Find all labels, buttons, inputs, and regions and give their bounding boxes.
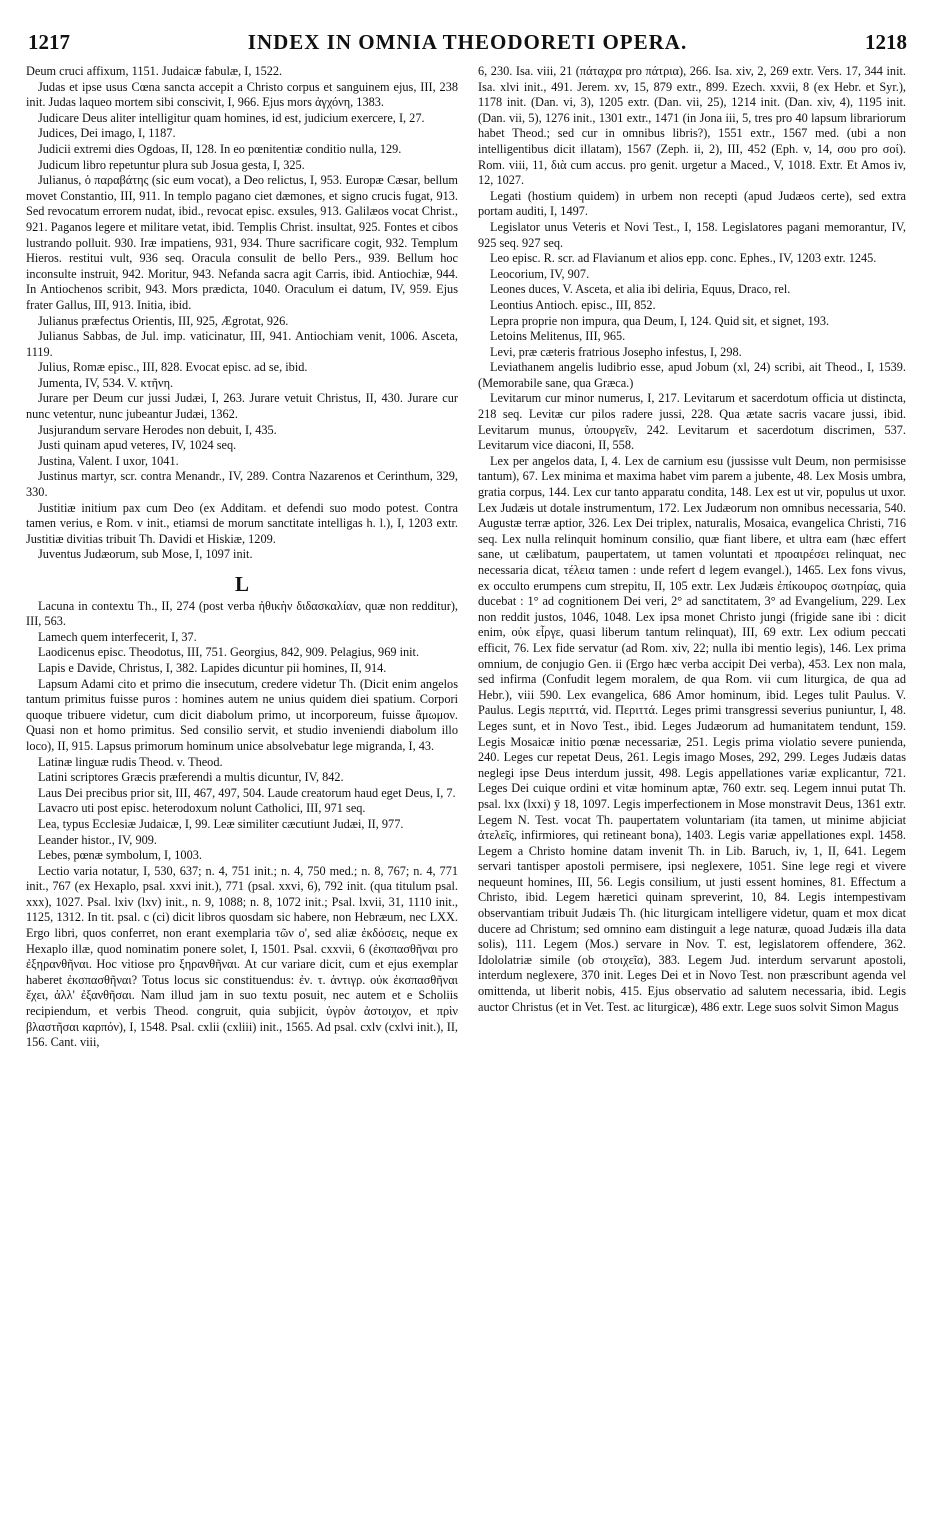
index-entry: Leo episc. R. scr. ad Flavianum et alios epp. conc. Ephes., IV, 1203 extr. 1245. bbox=[490, 251, 877, 266]
index-entry: 6, 230. Isa. viii, 21 (πάταχρα pro πάτρια), 266. Isa. xiv, 2, 269 extr. Vers. 17, 344 init. Isa. xlvi init., 491. Jerem. xv, 15, 879 extr., 899. Ezech. xxvii, 8 (ex Hebr. et Syr.), 1178 init. (Dan. vi, 3), 1205 extr. (Dan. vii, 25), 1214 init. (Dan. xiv, 4), 1195 init. (Dan. vii, 5), 1276 init., 1301 extr., 1471 (in Jona iii, 5, tres pro 40 lapsum librariorum habet Theod.; sed cur in omnibus libris?), 1551 extr., 1567 med. (ubi a non intelligentibus dicit illatam), 1567 (Zeph. ii, 2), III, 452 (Eph. v, 14, σου pro σοί). Rom. viii, 11, διὰ cum accus. pro genit. urgetur a Maced., V, 1018. Extr. Et Amos iv, 12, 1027. bbox=[478, 64, 906, 188]
left-column bbox=[26, 64, 458, 1524]
index-entry: Lavacro uti post episc. heterodoxum nolunt Catholici, III, 971 seq. bbox=[38, 801, 366, 816]
index-entry: Jurare per Deum cur jussi Judæi, I, 263. Jurare vetuit Christus, II, 430. Jurare cur nunc vetentur, nunc jubeantur Judæi, 1362. bbox=[26, 391, 458, 422]
index-entry: Jusjurandum servare Herodes non debuit, I, 435. bbox=[38, 422, 277, 437]
index-entry: Judicare Deus aliter intelligitur quam homines, id est, judicium exercere, I, 27. bbox=[38, 110, 425, 125]
index-entry: Lectio varia notatur, I, 530, 637; n. 4, 751 init.; n. 4, 750 med.; n. 8, 767; n. 4, 771 init., 767 (ex Hexaplo, psal. xxvi init.), 771 (psal. xxvi, 6), 792 init. (qua titulum psal. xxx), 1027. Psal. lxiv (lxv) init., n. 9, 1088; n. 8, 1072 init.; Psal. lxvii, 31, 1110 init., 1125, 1312. In tit. psal. c (ci) dicit libros quosdam sic habere, non Hebræum, nec LXX. Ergo libri, quos conferret, non erant exemplaria τῶν ο', sed aliæ ἐκδόσεις, neque ex Hexaplo illæ, quod nominatim ponere solet, I, 1501. Psal. cxxvii, 6 (ἐκσπασθῆναι pro ἐξηρανθῆναι. Hoc vitiose pro ξηρανθῆναι. At cur variare dicit, cum et ejus exemplar haberet ἐκσπασθῆναι? Totus locus sic constituendus: ἐν. τ. ἀντιγρ. οὐκ ἐκσπασθῆναι ἔχει, ἀλλ' ἐξανθῆσαι. Nam illud jam in suo textu posuit, nec autem et e Scholiis recipiendum, et verbis Theod. congruit, quia subjicit, ὑγρὸν ἀστοιχον, et πρὶν βλαστῆσαι καρπόν), I, 1548. Psal. cxlii (cxliii) init., 1565. Ad psal. cxlv (cxlvi init.), II, 156. Cant. viii, bbox=[26, 863, 458, 1050]
left-page-number: 1217 bbox=[28, 30, 70, 54]
index-entry: Justi quinam apud veteres, IV, 1024 seq. bbox=[38, 438, 237, 453]
index-entry: Lamech quem interfecerit, I, 37. bbox=[38, 629, 197, 644]
index-entry: Julianus, ὁ παραβάτης (sic eum vocat), a Deo relictus, I, 953. Europæ Cæsar, bellum movet Constantio, III, 911. In templo pagano ciet dæmones, et signo crucis fugat, 913. Sed revocatum errorem nudat, ibid., revocat episc. exsules, 913. Galilæos vocat Christ., 921. Paganos legere et militare vetat, ibid. Templis Christ. insultat, 925. Fontes et cibos lustrando polluit. 930. Iræ impatiens, 931, 934. Thure sacrificare cogit, 932. Templum Hieros. restitui vult, 936 seq. Oracula consulit de bello Pers., 939. Bellum hoc inconsulte instruit, 942. Moritur, 943. Nefanda sacra agit Carris, ibid. Antiochiæ, 944. In Antiochenos scribit, 943. Mors prædicta, 1040. Oraculum ei datum, IV, 959. Ejus frater Gallus, III, 913. Initia, ibid. bbox=[26, 173, 458, 312]
right-page-number: 1218 bbox=[865, 30, 907, 54]
index-entry: Lea, typus Ecclesiæ Judaicæ, I, 99. Leæ similiter cæcutiunt Judæi, II, 977. bbox=[38, 816, 404, 831]
index-entry: Laus Dei precibus prior sit, III, 467, 497, 504. Laude creatorum haud eget Deus, I, 7. bbox=[38, 785, 456, 800]
index-entry: Lex per angelos data, I, 4. Lex de carnium esu (jussisse vult Deum, non permisisse tantum), 67. Lex minima et maxima habet vim parem a jubente, 48. Lex Mosis umbra, gratia corpus, 144. Lex cur tanto apparatu condita, 148. Lex est ut vir, populus ut uxor. Lex Judæis ut dotale instrumentum, 172. Lex Judæorum non omnibus necessaria, 540. Augustæ terræ aptior, 326. Lex Dei triplex, naturalis, Mosaica, evangelica Christi, 716 seq. Lex nulla relinquit hominum consilio, quæ fiant libere, et ultra eam (hæc effert sane, ut cælibatum, paupertatem, ut tamen voluntati et προαιρέσει relinquat, nec necessaria dicat, τέλεια tamen : unde refert d legem evangel.), 1465. Lex fons vivus, ex occulto erumpens cum strepitu, II, 105 extr. Lex Judæis ἐπίκουρος σωτηρίας, quia ducebat : 1° ad cognitionem Dei veri, 2° ad sanctitatem, 3° ad Evangelium, 229. Lex non reddit justos, 1046, 1048. Lex ipsa monet Christo jungi (frigide sane ibi : dicit enim, οὐκ εἶργε, quasi liberum tantum relinquat), III, 69 extr. Lex odium peccati efficit, 76. Lex fide servatur (ad Rom. xiv, 22; nulla ibi mentio legis), 146. Lex prima omnium, de conjugio Gen. ii (Ergo hæc verba accipit Dei verba), 453. Lex non mala, sed infirma (Confudit legem moralem, de qua Rom. vii cum liturgica, de qua ad Hebr.), viii 590. Lex evangelica, 686 Amor hominum, ibid. Leges tulit Paulus. V. Paulus. Legis περιττά, vid. Περιττά. Leges primi transgressi severius puniuntur, I, 48. Leges sunt, et in Novo Test., ibid. Leges Judæorum ad humanitatem tendunt, 159. Legis Mosaicæ initio pœnæ necessariæ, 251. Legis prima violatio severe punienda, 240. Leges cur repetat Deus, 261. Legis imago Moses, 292, 299. Leges Judæis datas neglegi ipse Deus interdum jussit, 498. Legis appellationes variæ explicantur, 721. Leges Dei cuique ordini et vitæ hominum aptæ, 760 extr. seq. Legem innui putat Th. psal. lxx (lxxi) ȳ 18, 1097. Legis imperfectionem in Mose monstravit Deus, 1361 extr. Legem N. Test. vocat Th. paupertatem voluntariam (ita tamen, ut minime abjiciat ἀτελεῖς, infirmiores, qui retineant bona), 1403. Legis variæ appellationes expl. 1458. Legem a Christo homine datam invenit Th. in Lib. Baruch, iv, 1, II, 641. Legem servari tantisper apostoli permisere, ipsi neglexere, 1051. Sine lege regi et vivere nequeunt homines, III, 56. Legis consilium, ut justi essent homines, 81. Effectum a Christo, ibid. Legem hæretici quinam spreverint, 10, 84. Legis intempestivam observantiam tribuit Judæis Th. (hic liturgicam intelligere videtur, quam et mox dicat ducere ad Christum; sed omnino eam distinguit a lege naturæ, quoad Judæis illa data solis), 111. Legem (Mos.) servare in Nov. T. est, legislatorem offendere, 362. Idololatriæ simile (ob στοιχεῖα), 383. Legem Jud. interdum servarunt apostoli, interdum neglexere, 370 init. Leges Dei et in Novo Test. non præscribunt agenda vel omittenda, ut liberit nobis, 415. Ejus observatio ad salutem necessaria, ibid. Legis auctor Christus (et in Vet. Test. ac liturgicæ), 486 extr. Lege suos solvit Simon Magus bbox=[478, 453, 906, 1014]
index-entry: Judas et ipse usus Cœna sancta accepit a Christo corpus et sanguinem ejus, III, 238 init. Judas laqueo mortem sibi conscivit, I, 966. Ejus mors ἀγχόνη, 1383. bbox=[26, 79, 458, 110]
page-header bbox=[28, 30, 907, 60]
index-entry: Leviathanem angelis ludibrio esse, apud Jobum (xl, 24) scribi, ait Theod., I, 1539. (Memorabile sane, qua Græca.) bbox=[478, 360, 906, 390]
index-entry: Justina, Valent. I uxor, 1041. bbox=[38, 453, 179, 468]
index-entry: Jumenta, IV, 534. V. κτῆνη. bbox=[38, 375, 174, 390]
index-entry: Juventus Judæorum, sub Mose, I, 1097 init. bbox=[38, 547, 253, 562]
index-entry: Lapis e Davide, Christus, I, 382. Lapides dicuntur pii homines, II, 914. bbox=[38, 660, 387, 675]
index-entry: Lepra proprie non impura, qua Deum, I, 124. Quid sit, et signet, 193. bbox=[490, 313, 830, 328]
index-entry: Julianus præfectus Orientis, III, 925, Ægrotat, 926. bbox=[38, 313, 289, 328]
index-entry: Deum cruci affixum, 1151. Judaicæ fabulæ, I, 1522. bbox=[26, 64, 283, 78]
index-entry: Latini scriptores Græcis præferendi a multis dicuntur, IV, 842. bbox=[38, 770, 344, 785]
index-entry: Legati (hostium quidem) in urbem non recepti (apud Judæos certe), sed extra portam auditi, I, 1497. bbox=[478, 188, 906, 219]
index-entry: Justitiæ initium pax cum Deo (ex Additam. et defendi suo modo potest. Contra tamen verius, e Rom. v init., etiamsi de morum sanctitate intelligas h. l.), I, 1203 extr. Justitiæ divitias tribuit Th. Davidi et Hiskiæ, 1209. bbox=[26, 500, 458, 546]
index-entry: Julius, Romæ episc., III, 828. Evocat episc. ad se, ibid. bbox=[38, 360, 308, 375]
index-entry: Legislator unus Veteris et Novi Test., I, 158. Legislatores pagani memorantur, IV, 925 seq. 927 seq. bbox=[478, 219, 906, 250]
index-entry: Leontius Antioch. episc., III, 852. bbox=[490, 297, 656, 312]
index-entry: Latinæ linguæ rudis Theod. v. Theod. bbox=[38, 754, 223, 769]
index-entry: Lebes, pœnæ symbolum, I, 1003. bbox=[38, 848, 202, 863]
index-entry: Laodicenus episc. Theodotus, III, 751. Georgius, 842, 909. Pelagius, 969 init. bbox=[38, 645, 420, 660]
index-entry: Judices, Dei imago, I, 1187. bbox=[38, 126, 176, 141]
index-entry: Levitarum cur minor numerus, I, 217. Levitarum et sacerdotum officia ut distincta, 218 seq. Levitæ cur pilos radere jussi, 228. Qua ætate sacris vacare jussi, ibid. Levitarum munus, ὑπουργεῖν, 242. Levitarum et sacerdotum discrimen, 537. Levitarum vice diaconi, II, 558. bbox=[478, 391, 906, 453]
index-entry: Levi, præ cæteris fratrious Josepho infestus, I, 298. bbox=[490, 344, 742, 359]
page-title: INDEX IN OMNIA THEODORETI OPERA. bbox=[247, 30, 688, 54]
index-entry: Lapsum Adami cito et primo die insecutum, credere videtur Th. (Dicit enim angelos tantum primitus fuisse puros : homines autem ne unius quidem diei spatium. Corpori quoque tribuere videtur, cum dicit diabolum primo, ut incorporeum, fuisse ἄμωμον. Quasi non et homo primitus. Sed consilio servit, et studio inveniendi diabolum illo loco), II, 915. Lapsus primorum hominum unice absolvebatur lege migranda, I, 43. bbox=[26, 676, 458, 753]
right-column bbox=[478, 64, 906, 1524]
index-entry: Judicum libro repetuntur plura sub Josua gesta, I, 325. bbox=[38, 157, 305, 172]
index-entry: Lacuna in contextu Th., II, 274 (post verba ἠθικὴν διδασκαλίαν, quæ non redditur), III, 563. bbox=[26, 598, 458, 629]
index-entry: Julianus Sabbas, de Jul. imp. vaticinatur, III, 941. Antiochiam venit, 1006. Asceta, 1119. bbox=[26, 329, 458, 359]
index-entry: Leander histor., IV, 909. bbox=[38, 832, 157, 847]
index-entry: Leones duces, V. Asceta, et alia ibi deliria, Equus, Draco, rel. bbox=[490, 282, 791, 297]
index-entry: Leocorium, IV, 907. bbox=[490, 266, 590, 281]
section-letter: L bbox=[234, 572, 249, 596]
index-entry: Judicii extremi dies Ogdoas, II, 128. In eo pœnitentiæ conditio nulla, 129. bbox=[38, 141, 402, 156]
index-entry: Letoins Melitenus, III, 965. bbox=[490, 329, 626, 344]
index-entry: Justinus martyr, scr. contra Menandr., IV, 289. Contra Nazarenos et Cerinthum, 329, 330. bbox=[26, 469, 458, 500]
